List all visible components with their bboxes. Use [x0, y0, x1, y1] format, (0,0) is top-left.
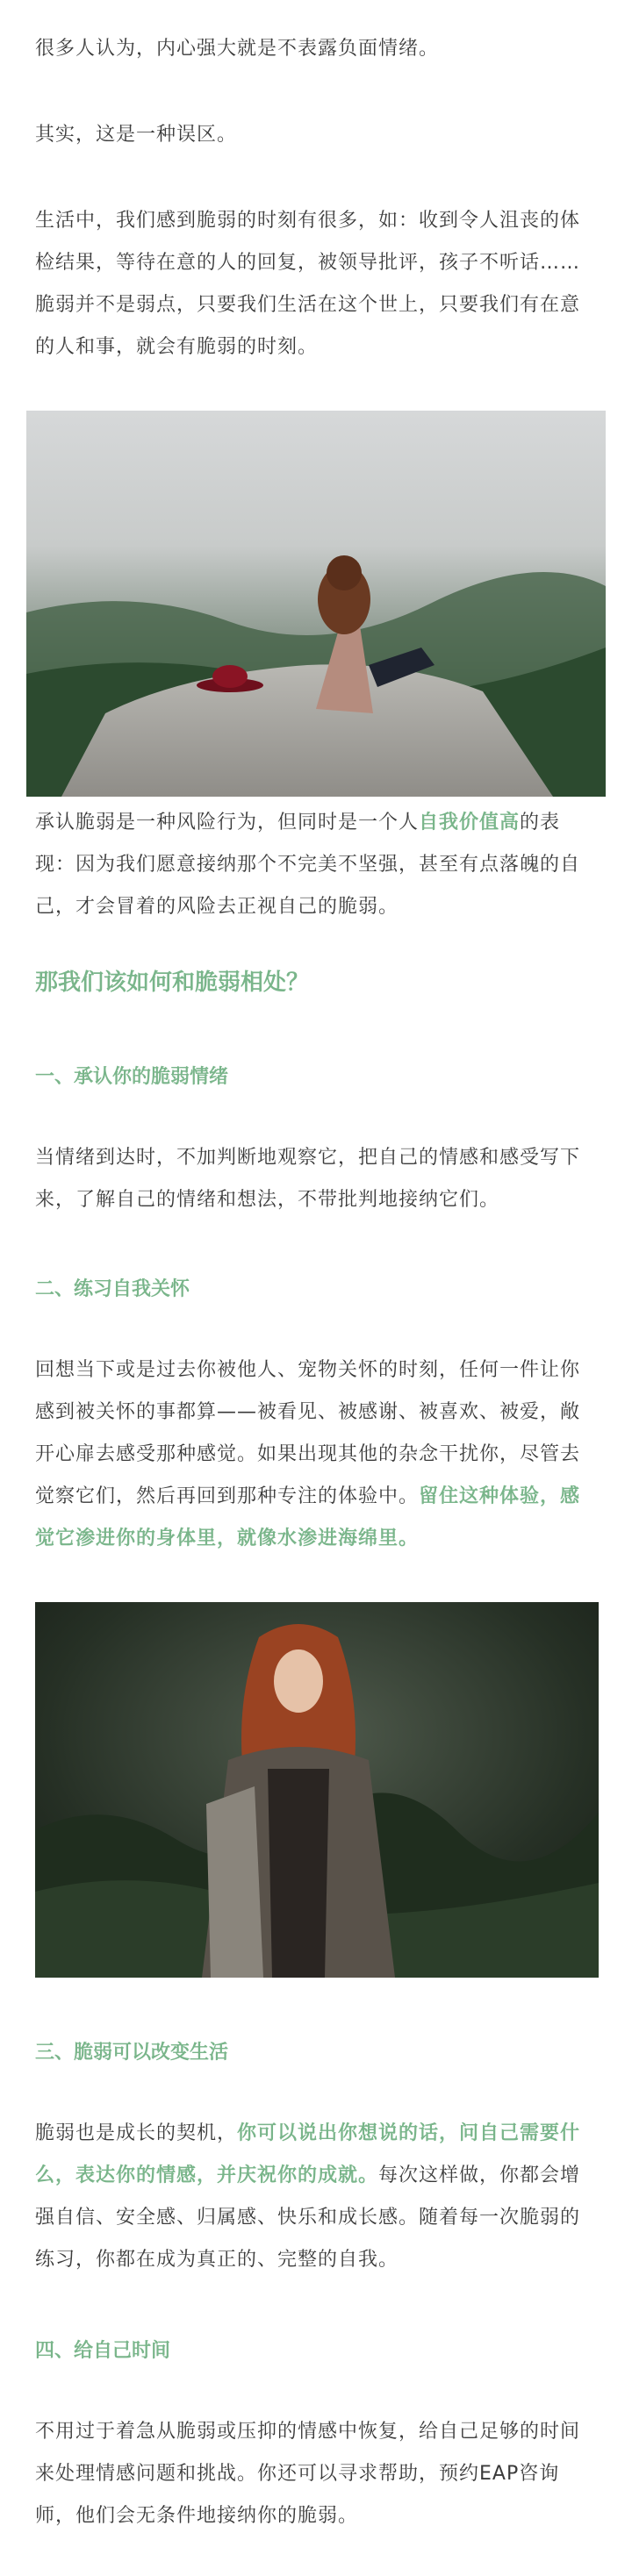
section-title: 那我们该如何和脆弱相处？	[35, 970, 310, 996]
acknowledge-paragraph: 当情绪到达时，不加判断地观察它，把自己的情感和感受写下来，了解自己的情绪和想法，不带批判地接纳它们。	[35, 1147, 581, 1211]
risk-highlight: 自我价值高	[419, 812, 521, 834]
change-life-text-end: 每次这样做，你都会增强自信、安全感、归属感、快乐和成长感。随着每一次脆弱的练习，你都在成为真正的、完整的自我。	[35, 2165, 581, 2271]
heading-self-care: 二、练习自我关怀	[35, 1278, 190, 1300]
change-life-highlight: 你可以说出你想说的话，问自己需要什么，表达你的情感，并庆祝你的成就。	[35, 2122, 581, 2186]
risk-text-start: 承认脆弱是一种风险行为，但同时是一个人	[35, 812, 420, 834]
risk-text-end: 的表现：因为我们愿意接纳那个不完美不坚强，甚至有点落魄的自己，才会冒着的风险去正视自己的脆弱。	[35, 812, 581, 918]
self-care-paragraph	[35, 1349, 597, 1560]
intro-paragraph-2: 其实，这是一种误区。	[35, 124, 238, 146]
self-care-text: 回想当下或是过去你被他人、宠物关怀的时刻，任何一件让你感到被关怀的事都算——被看见、被感谢、被喜欢、被爱，敞开心扉去感受那种感觉。如果出现其他的杂念干扰你，尽管去觉察它们，然后再回到那种专注的体验中。	[35, 1359, 581, 1507]
self-care-highlight: 留住这种体验，感觉它渗进你的身体里，就像水渗进海绵里。	[35, 1485, 581, 1549]
intro-paragraph-1: 很多人认为，内心强大就是不表露负面情绪。	[35, 38, 440, 60]
heading-give-time: 四、给自己时间	[35, 2340, 171, 2362]
red-haired-woman-photo	[35, 1602, 599, 1978]
give-time-paragraph: 不用过于着急从脆弱或压抑的情感中恢复，给自己足够的时间来处理情感问题和挑战。你还可以寻求帮助，预约EAP咨询师，他们会无条件地接纳你的脆弱。	[35, 2421, 581, 2527]
intro-paragraph-3: 生活中，我们感到脆弱的时刻有很多，如：收到令人沮丧的体检结果，等待在意的人的回复，被领导批评，孩子不听话……脆弱并不是弱点，只要我们生活在这个世上，只要我们有在意的人和事，就会有脆弱的时刻。	[35, 210, 581, 358]
woman-on-cliff-photo	[26, 411, 606, 797]
change-life-paragraph	[35, 2113, 597, 2281]
risk-paragraph	[35, 802, 597, 928]
change-life-text-start: 脆弱也是成长的契机，	[35, 2122, 238, 2144]
heading-acknowledge: 一、承认你的脆弱情绪	[35, 1066, 229, 1088]
heading-change-life: 三、脆弱可以改变生活	[35, 2042, 229, 2064]
